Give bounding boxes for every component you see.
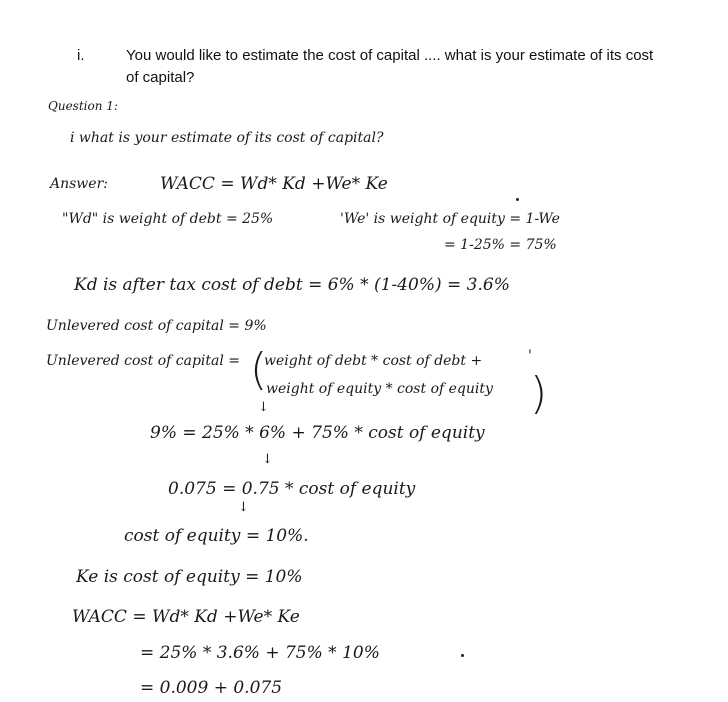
equation-step-3: cost of equity = 10%. <box>124 526 309 546</box>
unlevered-cost: Unlevered cost of capital = 9% <box>46 318 267 334</box>
question-text-line1: You would like to estimate the cost of capital .... what is your estimate of its cost <box>126 47 654 64</box>
handwritten-restated-question: i what is your estimate of its cost of capital? <box>70 130 384 146</box>
wacc-formula: WACC = Wd* Kd +We* Ke <box>160 174 388 194</box>
wacc-line-1: WACC = Wd* Kd +We* Ke <box>72 607 300 627</box>
question-text <box>126 45 706 89</box>
equation-step-2: 0.075 = 0.75 * cost of equity <box>168 479 416 499</box>
arrow-down-icon: ↓ <box>262 452 273 467</box>
stray-dot-1 <box>516 198 519 201</box>
arrow-down-icon: ↓ <box>238 500 249 515</box>
answer-label: Answer: <box>50 176 108 192</box>
arrow-down-icon: ↓ <box>258 400 269 415</box>
unlevered-formula-line2: weight of equity * cost of equity <box>266 381 493 397</box>
wacc-line-2: = 25% * 3.6% + 75% * 10% <box>140 643 380 663</box>
equation-step-1: 9% = 25% * 6% + 75% * cost of equity <box>150 423 485 443</box>
wd-definition: "Wd" is weight of debt = 25% <box>62 211 274 227</box>
question-number: i. <box>77 47 85 64</box>
we-definition: 'We' is weight of equity = 1-We <box>340 211 560 227</box>
unlevered-formula-lead: Unlevered cost of capital = <box>46 353 241 369</box>
question-text-line2: of capital? <box>126 69 195 86</box>
kd-definition: Kd is after tax cost of debt = 6% * (1-40%) = 3.6% <box>74 275 510 295</box>
close-paren: ) <box>530 368 548 419</box>
we-value: = 1-25% = 75% <box>444 237 557 253</box>
ke-definition: Ke is cost of equity = 10% <box>76 567 303 587</box>
stray-dot-2 <box>461 654 464 657</box>
open-paren: ( <box>250 344 268 395</box>
handwritten-heading: Question 1: <box>48 99 118 113</box>
unlevered-formula-line1: weight of debt * cost of debt + <box>264 353 483 369</box>
wacc-line-3: = 0.009 + 0.075 <box>140 678 283 698</box>
tick-mark: ' <box>528 348 532 364</box>
